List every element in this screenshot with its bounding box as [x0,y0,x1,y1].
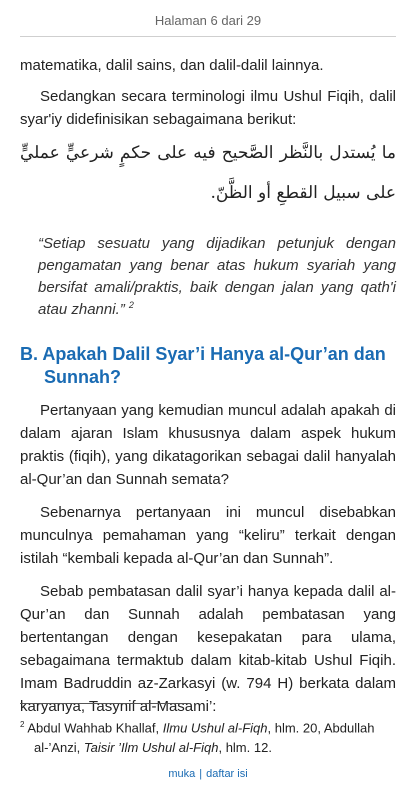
section-heading-line-2: Sunnah? [44,367,121,387]
definition-quote [38,233,396,321]
quote-text: “Setiap sesuatu yang dijadikan petunjuk dengan pengamatan yang benar atas hukum syariah yang bersifat amali/praktis, baik dengan jalan yang qath'i atau zhanni.” [38,235,396,318]
footnote [20,715,396,758]
paragraph: Sebab pembatasan dalil syar’i hanya kepada dalil al-Qur’an dan Sunnah adalah pembatasan yang bertentangan dengan kesepakatan para ulama, sebagaimana termaktub dalam kitab-kitab Ushul Fiqih. Imam Badruddin az-Zarkasyi (w. 794 H) berkata dalam karyanya, Tasynif al-Masami’: [20,583,396,715]
paragraph: Sedangkan secara terminologi ilmu Ushul Fiqih, dalil syar'iy didefinisikan sebagaimana berikut: [20,88,396,128]
arabic-definition: ما يُستدل بالنَّظر الصَّحيح فيه على حكمٍ شرعيٍّ عمليٍّ على سبيل القطعِ أو الظَّنّ. [20,143,396,203]
footnote-rest-2: , hlm. 12. [218,740,272,756]
section-heading-line-1: B. Apakah Dalil Syar’i Hanya al-Qur’an dan [20,344,386,364]
footnote-number: 2 [20,720,25,729]
bottom-navigation [0,768,416,780]
home-link[interactable]: muka [168,768,196,780]
footnote-divider [20,703,190,704]
nav-separator: | [199,768,203,780]
footnote-rest-1: , hlm. 20, Abdullah [267,720,375,736]
page-content [20,54,396,728]
footnote-title-2: Taisir ’Ilm Ushul al-Fiqh [83,740,219,756]
paragraph: Pertanyaan yang kemudian muncul adalah apakah di dalam ajaran Islam khususnya dalam aspek hukum praktis (fiqih), yang dikatagorikan sebagai dalil hanyalah al-Qur’an dan Sunnah semata? [20,402,396,488]
footnote-reference[interactable]: 2 [128,300,134,310]
section-heading [20,343,396,389]
toc-link[interactable]: daftar isi [206,768,248,780]
footnote-author-1: Abdul Wahhab Khallaf, [27,720,163,736]
paragraph: matematika, dalil sains, dan dalil-dalil lainnya. [20,57,324,74]
footnote-title-1: Ilmu Ushul al-Fiqh [162,720,268,736]
page-indicator: Halaman 6 dari 29 [154,13,262,28]
footnote-line-2 [20,738,396,758]
footnote-author-2: al-’Anzi, [34,740,84,756]
paragraph: Sebenarnya pertanyaan ini muncul disebabkan munculnya pemahaman yang “keliru” terkait dengan istilah “kembali kepada al-Qur’an dan Sunnah”. [20,504,396,567]
header-divider [20,36,396,37]
